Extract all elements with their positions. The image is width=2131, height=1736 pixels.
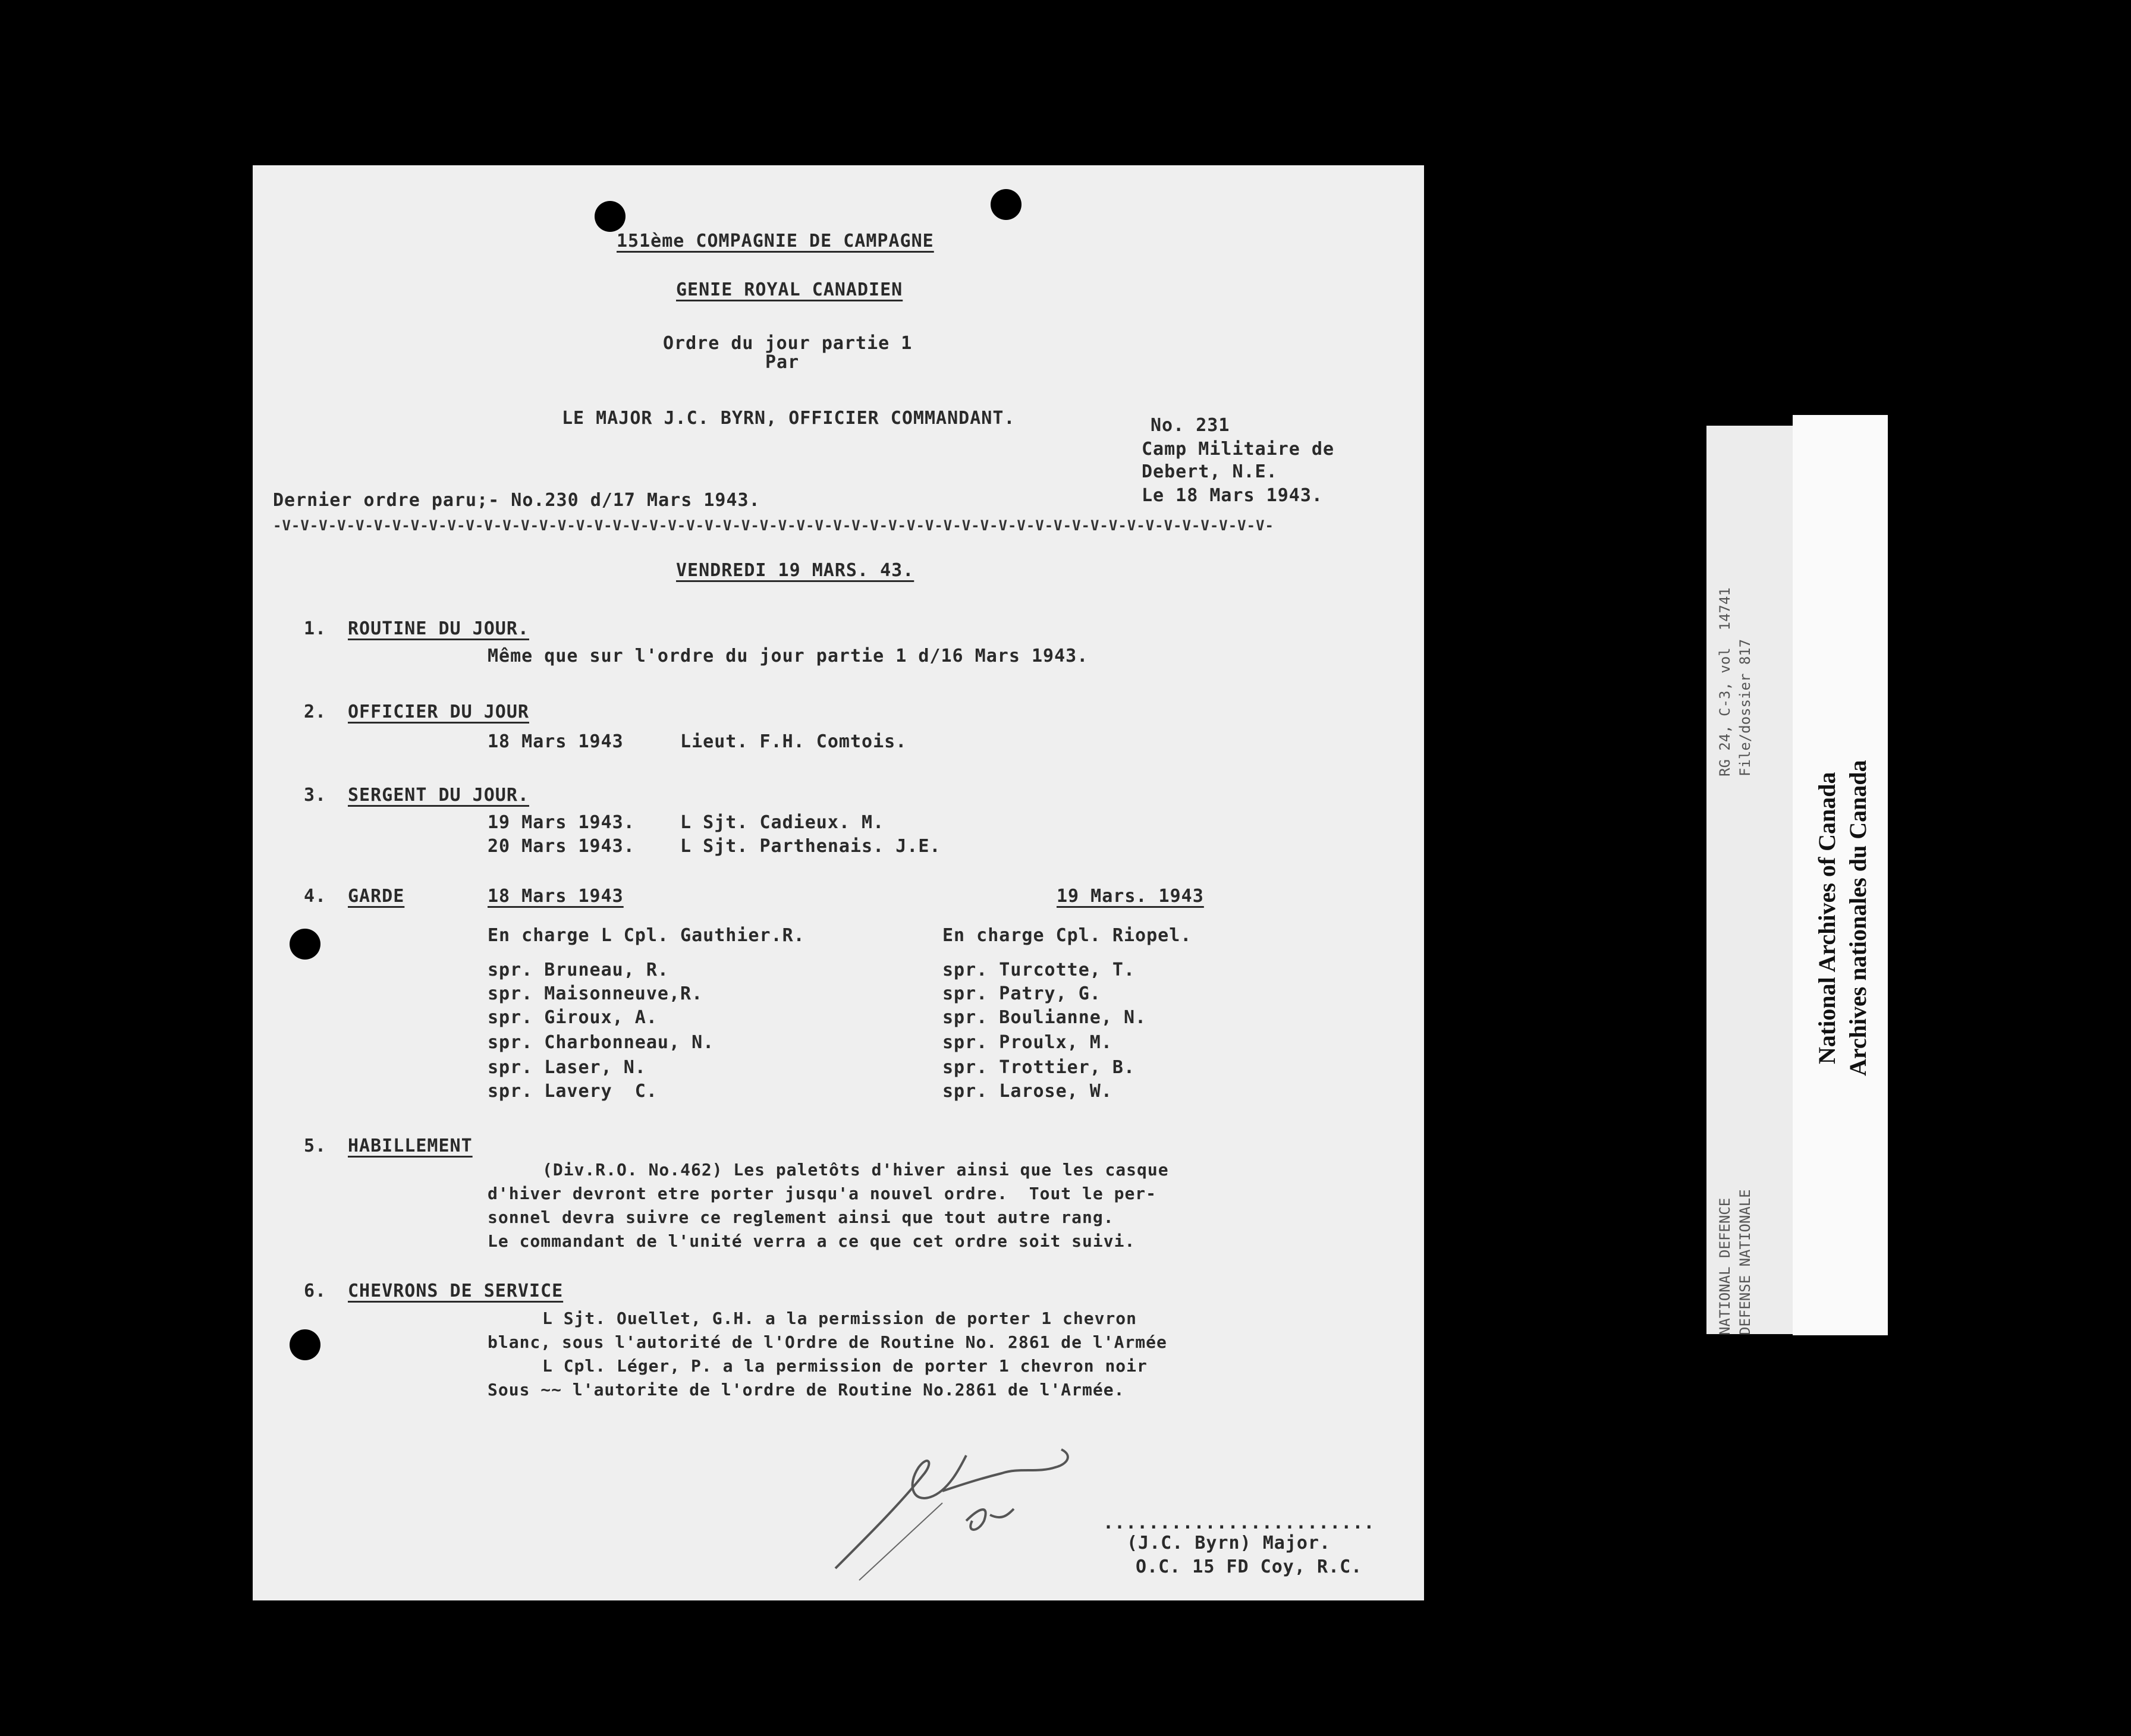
guard-member: spr. Trottier, B. [942,1057,1136,1078]
section-title: ROUTINE DU JOUR. [348,618,529,639]
archive-reference-line-1: RG 24, C-3, vol 14741 [1717,587,1733,776]
signature-name: (J.C. Byrn) Major. [1127,1533,1331,1553]
place-line-1: Camp Militaire de [1142,439,1335,460]
section-title: GARDE [348,886,405,907]
guard-member: spr. Lavery C. [488,1081,658,1102]
section-title: HABILLEMENT [348,1136,473,1156]
guard-member: spr. Maisonneuve,R. [488,983,703,1004]
order-title: Ordre du jour partie 1 [663,333,913,354]
section-text: sonnel devra suivre ce reglement ainsi que tout autre rang. [488,1207,1114,1227]
archives-english: National Archives of Canada [1813,772,1840,1064]
section-number: 6. [304,1281,327,1301]
last-order-line: Dernier ordre paru;- No.230 d/17 Mars 1943. [273,490,760,511]
section-text: (Div.R.O. No.462) Les paletôts d'hiver ainsi que les casque [542,1160,1169,1180]
section-number: 4. [304,886,327,907]
section-text: L Cpl. Léger, P. a la permission de porter 1 chevron noir [542,1356,1148,1376]
signature-title: O.C. 15 FD Coy, R.C. [1136,1556,1363,1577]
day-heading: VENDREDI 19 MARS. 43. [676,560,914,581]
corps-heading: GENIE ROYAL CANADIEN [676,279,903,300]
section-text: 19 Mars 1943. L Sjt. Cadieux. M. [488,812,885,833]
order-number: No. 231 [1151,415,1230,436]
guard-member: spr. Charbonneau, N. [488,1032,715,1053]
commander-line: LE MAJOR J.C. BYRN, OFFICIER COMMANDANT. [562,408,1016,429]
guard-member: spr. Proulx, M. [942,1032,1112,1053]
document-page [253,165,1424,1600]
section-text: Le commandant de l'unité verra a ce que cet ordre soit suivi. [488,1231,1136,1251]
signature-dots: ........................ [1103,1512,1375,1533]
section-text: L Sjt. Ouellet, G.H. a la permission de porter 1 chevron [542,1309,1137,1328]
section-text: Sous ~~ l'autorite de l'ordre de Routine No.2861 de l'Armée. [488,1380,1125,1400]
separator-line: -V-V-V-V-V-V-V-V-V-V-V-V-V-V-V-V-V-V-V-V-V-V-V-V-V-V-V-V-V-V-V-V-V-V-V-V-V-V-V-V-V-V-V-V-V-V-V-V-V-V-V-V-V-V- [273,517,1274,534]
order-par: Par [765,352,800,373]
guard-member: spr. Boulianne, N. [942,1007,1147,1028]
section-title: SERGENT DU JOUR. [348,785,529,806]
archives-canada-label [1793,415,1888,1335]
punch-hole [290,1329,320,1360]
section-number: 1. [304,618,327,639]
handwritten-signature [824,1432,1079,1586]
guard-right-date: 19 Mars. 1943 [1057,886,1204,907]
punch-hole [290,929,320,960]
section-text: d'hiver devront etre porter jusqu'a nouvel ordre. Tout le per- [488,1184,1157,1203]
guard-right-charge: En charge Cpl. Riopel. [942,925,1192,946]
guard-left-date: 18 Mars 1943 [488,886,624,907]
guard-member: spr. Turcotte, T. [942,960,1136,980]
order-date: Le 18 Mars 1943. [1142,485,1323,506]
place-line-2: Debert, N.E. [1142,461,1278,482]
guard-member: spr. Patry, G. [942,983,1101,1004]
section-number: 3. [304,785,327,806]
guard-member: spr. Larose, W. [942,1081,1112,1102]
guard-member: spr. Giroux, A. [488,1007,658,1028]
guard-member: spr. Bruneau, R. [488,960,669,980]
section-text: 20 Mars 1943. L Sjt. Parthenais. J.E. [488,836,941,857]
archive-reference-line-2: File/dossier 817 [1737,639,1753,776]
punch-hole [595,201,626,232]
archive-reference-label [1706,426,1793,1334]
section-title: CHEVRONS DE SERVICE [348,1281,564,1301]
guard-member: spr. Laser, N. [488,1057,646,1078]
unit-heading: 151ème COMPAGNIE DE CAMPAGNE [617,231,934,251]
section-text: blanc, sous l'autorité de l'Ordre de Routine No. 2861 de l'Armée [488,1332,1167,1352]
section-text: Même que sur l'ordre du jour partie 1 d/16 Mars 1943. [488,646,1089,666]
section-title: OFFICIER DU JOUR [348,702,529,722]
section-text: 18 Mars 1943 Lieut. F.H. Comtois. [488,731,907,752]
guard-left-charge: En charge L Cpl. Gauthier.R. [488,925,805,946]
section-number: 2. [304,702,327,722]
archives-french: Archives nationales du Canada [1844,760,1871,1076]
defence-line-1: NATIONAL DEFENCE [1717,1197,1733,1335]
section-number: 5. [304,1136,327,1156]
defence-line-2: DEFENSE NATIONALE [1737,1189,1753,1335]
punch-hole [991,189,1022,220]
